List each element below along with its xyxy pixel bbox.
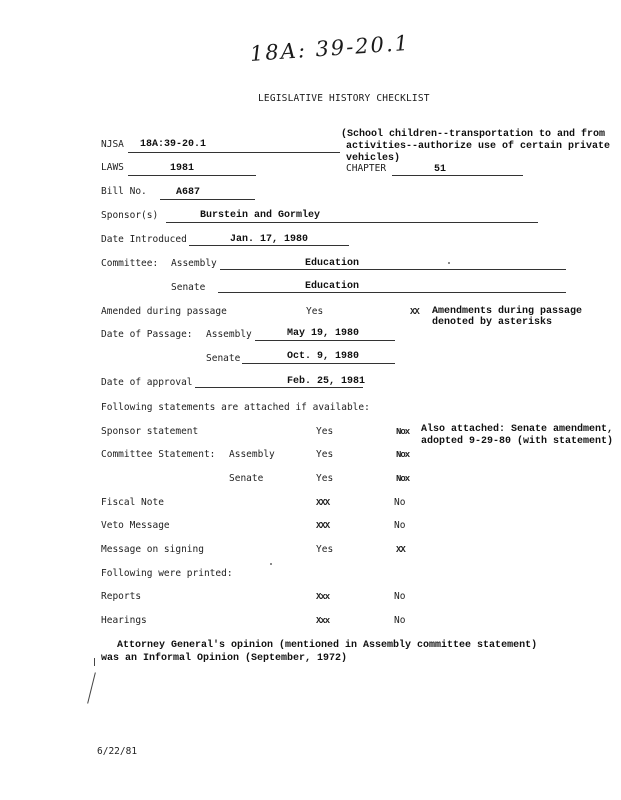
amended-yes: Yes (306, 306, 324, 317)
bill-label: Bill No. (101, 186, 147, 197)
speck (270, 563, 272, 565)
sponsor-value: Burstein and Gormley (200, 210, 321, 221)
fiscal-note-label: Fiscal Note (101, 497, 164, 508)
committee-senate-value: Education (305, 281, 360, 292)
hearings-label: Hearings (101, 615, 147, 626)
subject-note-line1: (School children--transportation to and from (341, 129, 606, 140)
speck (448, 262, 450, 264)
committee-assembly-label: Assembly (171, 258, 217, 269)
document-title: LEGISLATIVE HISTORY CHECKLIST (258, 93, 430, 104)
sponsor-underline (166, 222, 538, 223)
laws-label: LAWS (101, 162, 124, 173)
passage-assembly-value: May 19, 1980 (287, 328, 360, 339)
reports-label: Reports (101, 591, 142, 602)
passage-senate-label: Senate (206, 353, 241, 364)
committee-senate-underline (218, 292, 566, 293)
passage-senate-underline (242, 363, 395, 364)
pencil-mark (94, 658, 95, 666)
laws-underline (128, 175, 256, 176)
amended-no-struck: XX (410, 307, 419, 317)
passage-senate-value: Oct. 9, 1980 (287, 351, 360, 362)
njsa-value: 18A:39-20.1 (140, 139, 207, 150)
veto-message-yes: XXX (316, 521, 330, 531)
committee-statement-label: Committee Statement: (101, 449, 216, 460)
committee-senate-label: Senate (171, 282, 206, 293)
committee-statement-assembly-no: Nox (396, 450, 410, 460)
veto-message-no: No (394, 520, 406, 531)
passage-assembly-label: Assembly (206, 329, 252, 340)
passage-label: Date of Passage: (101, 329, 193, 340)
fiscal-note-yes: XXX (316, 498, 330, 508)
message-signing-no: XX (396, 545, 405, 555)
committee-assembly-value: Education (305, 258, 360, 269)
laws-value: 1981 (170, 163, 195, 174)
bill-underline (160, 199, 255, 200)
chapter-value: 51 (434, 164, 447, 175)
message-signing-yes: Yes (316, 544, 334, 555)
passage-assembly-underline (255, 340, 395, 341)
handwritten-citation: 18A: 39-20.1 (249, 30, 411, 66)
date-code: 6/22/81 (97, 746, 138, 757)
approval-underline (195, 387, 363, 388)
committee-label: Committee: (101, 258, 159, 269)
pencil-mark (87, 672, 96, 703)
sponsor-label: Sponsor(s) (101, 210, 159, 221)
ag-opinion-line1: Attorney General's opinion (mentioned in Assembly committee statement) (117, 640, 538, 651)
subject-note-line3: vehicles) (346, 153, 401, 164)
sponsor-statement-yes: Yes (316, 426, 334, 437)
fiscal-note-no: No (394, 497, 406, 508)
committee-assembly-underline (220, 269, 566, 270)
subject-note-line2: activities--authorize use of certain private (346, 141, 611, 152)
committee-statement-senate-no: Nox (396, 474, 410, 484)
attached-heading: Following statements are attached if available: (101, 402, 370, 413)
date-introduced-value: Jan. 17, 1980 (230, 234, 309, 245)
date-introduced-underline (189, 245, 349, 246)
date-introduced-label: Date Introduced (101, 234, 187, 245)
veto-message-label: Veto Message (101, 520, 170, 531)
message-signing-label: Message on signing (101, 544, 204, 555)
njsa-underline (128, 152, 340, 153)
also-attached-line1: Also attached: Senate amendment, (421, 424, 614, 435)
bill-value: A687 (176, 187, 201, 198)
chapter-underline (392, 175, 523, 176)
also-attached-line2: adopted 9-29-80 (with statement) (421, 436, 614, 447)
committee-statement-senate-yes: Yes (316, 473, 334, 484)
approval-value: Feb. 25, 1981 (287, 376, 366, 387)
hearings-yes: Xxx (316, 616, 330, 626)
amended-note-line2: denoted by asterisks (432, 317, 553, 328)
reports-yes: Xxx (316, 592, 330, 602)
printed-heading: Following were printed: (101, 568, 233, 579)
committee-statement-senate-label: Senate (229, 473, 264, 484)
ag-opinion-line2: was an Informal Opinion (September, 1972) (101, 653, 348, 664)
approval-label: Date of approval (101, 377, 193, 388)
sponsor-statement-label: Sponsor statement (101, 426, 199, 437)
hearings-no: No (394, 615, 406, 626)
amended-note-line1: Amendments during passage (432, 306, 583, 317)
sponsor-statement-no: Nox (396, 427, 410, 437)
njsa-label: NJSA (101, 139, 124, 150)
reports-no: No (394, 591, 406, 602)
committee-statement-assembly-yes: Yes (316, 449, 334, 460)
amended-label: Amended during passage (101, 306, 227, 317)
committee-statement-assembly-label: Assembly (229, 449, 275, 460)
chapter-label: CHAPTER (346, 163, 387, 174)
